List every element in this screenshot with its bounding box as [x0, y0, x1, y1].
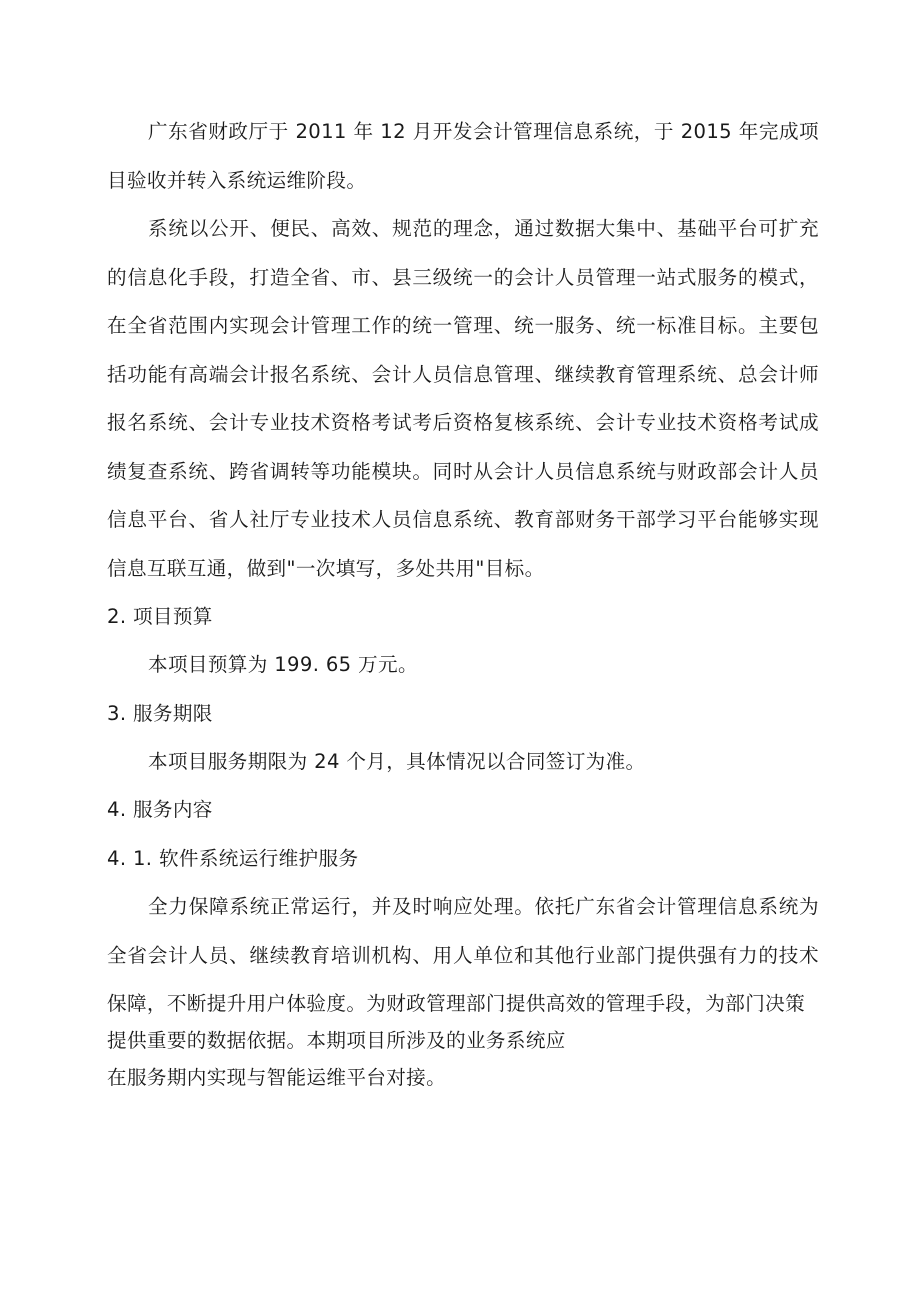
software-maintenance-line-a: 提供重要的数据依据。本期项目所涉及的业务系统应	[107, 1029, 566, 1052]
system-description-paragraph: 系统以公开、便民、高效、规范的理念，通过数据大集中、基础平台可扩充的信息化手段，打造全省、市、县三级统一的会计人员管理一站式服务的模式，在全省范围内实现会计管理工作的统一管理、统一服务、统一标准目标。主要包括功能有高端会计报名系统、会计人员信息管理、继续教育管理系统、总会计师报名系统、会计专业技术资格考试考后资格复核系统、会计专业技术资格考试成绩复查系统、跨省调转等功能模块。同时从会计人员信息系统与财政部会计人员信息平台、省人社厅专业技术人员信息系统、教育部财务干部学习平台能够实现信息互联互通，做到"一次填写，多处共用"目标。	[107, 217, 819, 580]
section-heading-service-period: 3. 服务期限	[107, 702, 213, 725]
intro-paragraph: 广东省财政厅于 2011 年 12 月开发会计管理信息系统，于 2015 年完成项目验收并转入系统运维阶段。	[107, 120, 819, 192]
subsection-heading-software-maintenance: 4. 1. 软件系统运行维护服务	[107, 847, 359, 870]
section-heading-service-content: 4. 服务内容	[107, 798, 213, 821]
service-period-paragraph: 本项目服务期限为 24 个月，具体情况以合同签订为准。	[148, 750, 646, 773]
budget-paragraph: 本项目预算为 199. 65 万元。	[148, 653, 418, 676]
section-heading-budget: 2. 项目预算	[107, 605, 213, 628]
software-maintenance-line-b: 在服务期内实现与智能运维平台对接。	[107, 1066, 447, 1089]
software-maintenance-paragraph: 全力保障系统正常运行，并及时响应处理。依托广东省会计管理信息系统为全省会计人员、继续教育培训机构、用人单位和其他行业部门提供强有力的技术保障，不断提升用户体验度。为财政管理部门提供高效的管理手段，为部门决策	[107, 895, 819, 1015]
